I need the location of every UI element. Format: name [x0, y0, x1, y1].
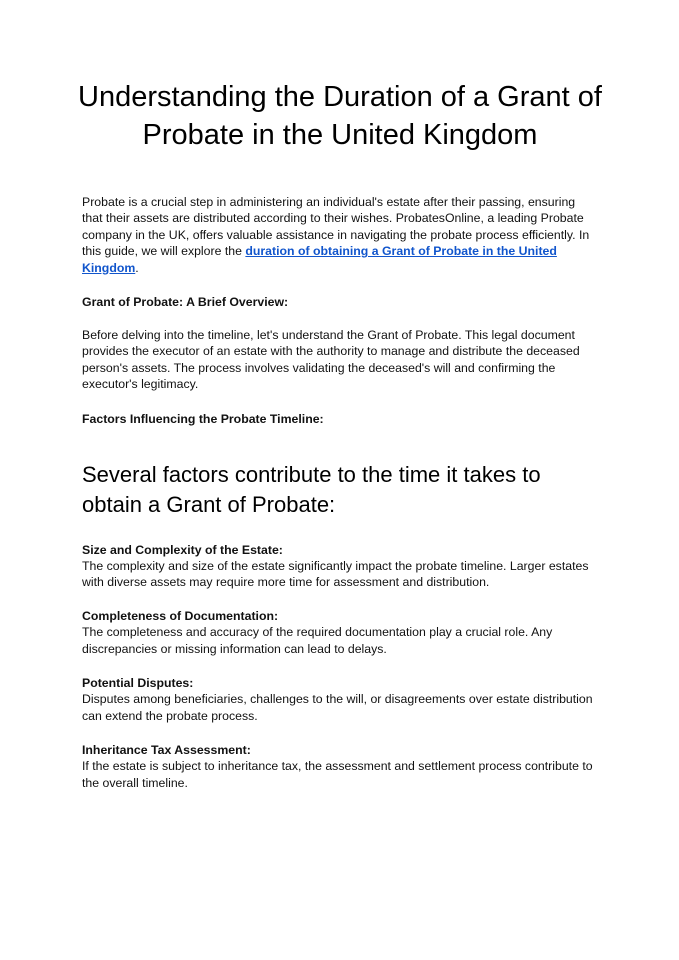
probate-duration-link[interactable]: duration of obtaining a Grant of Probate in the United Kingdom	[82, 244, 557, 275]
factor-body: The complexity and size of the estate significantly impact the probate timeline. Larger estates with diverse assets may require more time for assessment and distribution.	[82, 558, 589, 590]
factor-item	[82, 742, 598, 791]
factors-subtitle: Several factors contribute to the time it takes to obtain a Grant of Probate:	[82, 461, 541, 517]
intro-paragraph	[82, 194, 598, 276]
factor-heading: Size and Complexity of the Estate:	[82, 542, 283, 557]
factor-item	[82, 608, 598, 657]
factor-body: Disputes among beneficiaries, challenges to the will, or disagreements over estate distribution can extend the probate process.	[82, 692, 593, 723]
overview-paragraph: Before delving into the timeline, let's understand the Grant of Probate. This legal document provides the executor of an estate with the authority to manage and distribute the deceased person's assets. The process involves validating the deceased's will and confirming the executor's legitimacy.	[82, 328, 580, 392]
intro-text: Probate is a crucial step in administering an individual's estate after their passing, ensuring that their assets are distributed according to their wishes. ProbatesOnline, a leading Probate company in the UK, offers valuable assistance in navigating the probate process efficiently. In this guide, we will explore the	[82, 195, 590, 259]
factor-body: The completeness and accuracy of the required documentation play a crucial role. Any discrepancies or missing information can lead to delays.	[82, 625, 553, 656]
factor-item	[82, 675, 598, 724]
factor-heading: Completeness of Documentation:	[82, 609, 279, 624]
overview-heading: Grant of Probate: A Brief Overview:	[82, 295, 289, 310]
factor-heading: Potential Disputes:	[82, 676, 194, 691]
page-title: Understanding the Duration of a Grant of Probate in the United Kingdom	[78, 81, 602, 151]
factor-body: If the estate is subject to inheritance tax, the assessment and settlement process contribute to the overall timeline.	[82, 759, 593, 790]
factor-item	[82, 542, 598, 591]
factor-heading: Inheritance Tax Assessment:	[82, 743, 251, 758]
document-page	[78, 78, 602, 791]
intro-tail: .	[135, 260, 139, 275]
factors-heading: Factors Influencing the Probate Timeline:	[82, 411, 324, 426]
